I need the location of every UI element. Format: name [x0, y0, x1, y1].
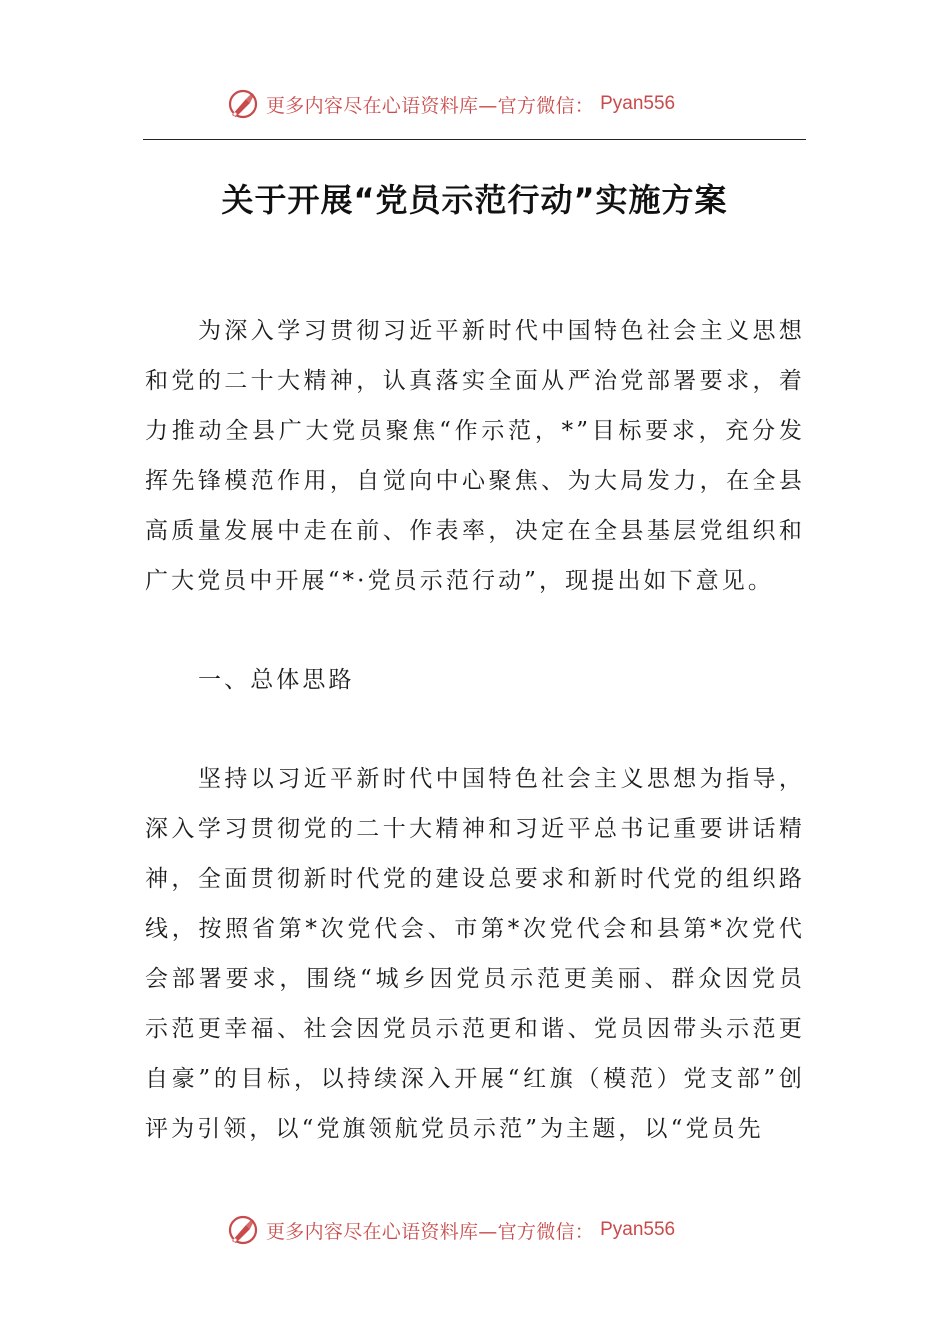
pen-nib-logo-icon	[226, 87, 260, 121]
footer-watermark	[226, 1210, 675, 1250]
header-divider	[143, 139, 806, 140]
watermark-wechat-id: Pyan556	[600, 93, 676, 114]
watermark-wechat-id: Pyan556	[600, 1219, 676, 1240]
watermark-text: 更多内容尽在心语资料库—官方微信：	[266, 94, 595, 117]
overall-approach-paragraph: 坚持以习近平新时代中国特色社会主义思想为指导，深入学习贯彻党的二十大精神和习近平总书记重要讲话精神，全面贯彻新时代党的建设总要求和新时代党的组织路线，按照省第*次党代会、市第*次党代会和县第*次党代会部署要求，围绕“城乡因党员示范更美丽、群众因党员示范更幸福、社会因党员示范更和谐、党员因带头示范更自豪”的目标，以持续深入开展“红旗（模范）党支部”创评为引领，以“党旗领航党员示范”为主题，以“党员先	[145, 766, 805, 1142]
section-heading-overall-approach: 一、总体思路	[198, 667, 355, 693]
watermark-text: 更多内容尽在心语资料库—官方微信：	[266, 1220, 595, 1243]
header-watermark	[226, 84, 675, 124]
intro-paragraph: 为深入学习贯彻习近平新时代中国特色社会主义思想和党的二十大精神，认真落实全面从严治党部署要求，着力推动全县广大党员聚焦“作示范，*”目标要求，充分发挥先锋模范作用，自觉向中心聚焦、为大局发力，在全县高质量发展中走在前、作表率，决定在全县基层党组织和广大党员中开展“*·党员示范行动”，现提出如下意见。	[145, 318, 805, 594]
document-title: 关于开展“党员示范行动”实施方案	[221, 181, 728, 219]
pen-nib-logo-icon	[226, 1213, 260, 1247]
